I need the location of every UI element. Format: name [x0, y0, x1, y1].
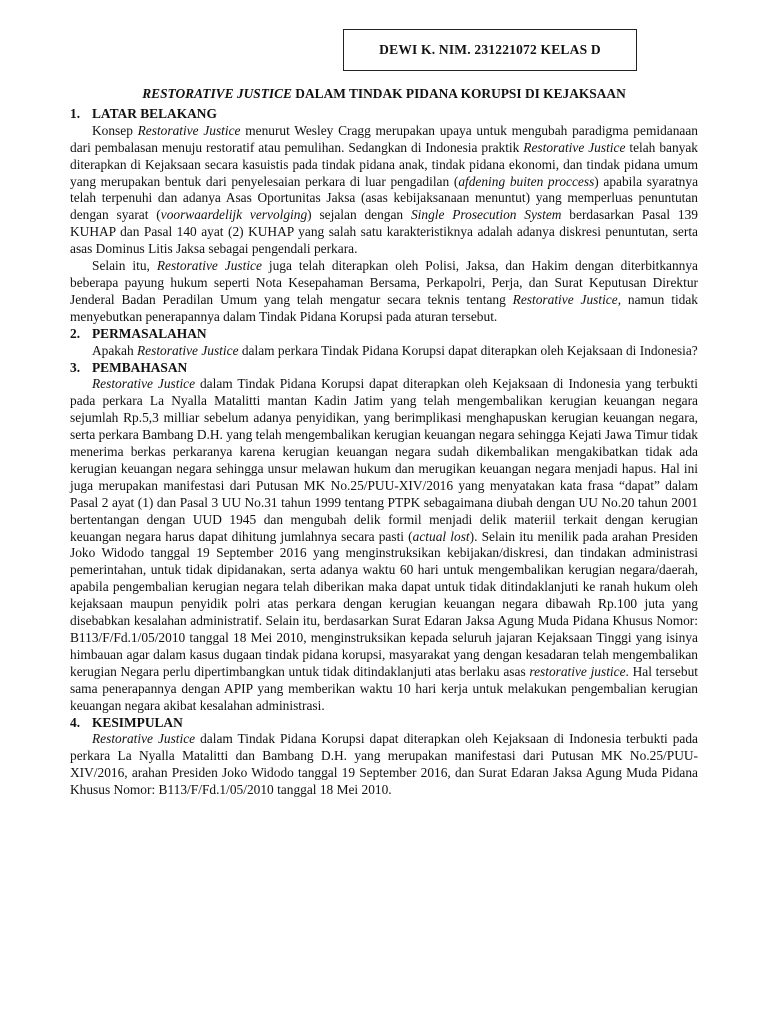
italic-term: actual lost [412, 528, 470, 544]
paragraph-text: . Hal tersebut sama penerapannya dengan APIP yang memberikan waktu 10 hari kerja untuk melakukan pengembalian kerugian keuangan negara akibat kesalahan administrasi. [70, 663, 698, 713]
document-sections [70, 106, 698, 799]
paragraph-text: ). Selain itu menilik pada arahan Presiden Joko Widodo tanggal 19 September 2016 yang menginstruksikan kebijakan/diskresi, dan tindakan administrasi pemerintahan, untuk tidak dipidanakan, serta adanya waktu 60 hari untuk mengembalikan kerugian negara/daerah, apabila pengembalian kerugian negara telah diberikan maka dapat untuk tidak ditindaklanjuti ke ranah hukum oleh kejaksaan maupun penyidik polri atas perkara dengan kerugian keuangan negara dibawah Rp.100 juta yang disebabkan kesalahan administratif. Selain itu, berdasarkan Surat Edaran Jaksa Agung Muda Pidana Khusus Nomor: B113/F/Fd.1/05/2010 tanggal 18 Mei 2010, menginstruksikan kepada seluruh jajaran Kejaksaan Tinggi yang isinya himbauan agar dalam kasus dugaan tindak pidana korupsi, masyarakat yang dengan kesadaran telah mengembalikan kerugian Negara perlu dipertimbangkan untuk tidak ditindaklanjuti atas berlaku asas [70, 528, 698, 679]
paragraph-text: dalam Tindak Pidana Korupsi dapat diterapkan oleh Kejaksaan di Indonesia yang terbukti pada perkara La Nyalla Matalitti mantan Kadin Jatim yang telah mengembalikan kerugian keuangan negara sejumlah Rp.5,3 milliar sebelum adanya penyidikan, yang berimplikasi menghapuskan kerugian keuangan negara, serta perkara Bambang D.H. yang telah mengembalikan kerugian keuangan negara sehingga Kejati Jawa Timur tidak menerima berkas perkaranya karena kerugian keuangan negara sudah dikembalikan mengakibatkan tidak ada kerugian keuangan negara sehingga unsur melawan hukum dan merugikan keuangan negara menjadi hapus. Hal ini juga merupakan manifestasi dari Putusan MK No.25/PUU-XIV/2016 yang menyatakan kata frasa “dapat” dalam Pasal 2 ayat (1) dan Pasal 3 UU No.31 tahun 1999 tentang PTPK sebagaimana diubah dengan UU No.20 tahun 2001 bertentangan dengan UUD 1945 dan mengubah delik formil menjadi delik materiil terkait dengan kerugian keuangan negara harus dapat dihitung jumlahnya secara pasti ( [70, 376, 698, 544]
section-heading-text: PERMASALAHAN [92, 325, 207, 341]
italic-term: Single Prosecution System [410, 207, 562, 223]
italic-term: Restorative Justice [92, 376, 196, 392]
section-paragraph [70, 123, 698, 258]
section-heading-text: PEMBAHASAN [92, 359, 188, 375]
section-number: 4. [70, 714, 81, 730]
section-paragraph [70, 376, 698, 714]
document-title-rest: DALAM TINDAK PIDANA KORUPSI DI KEJAKSAAN [291, 86, 626, 101]
italic-term: Restorative Justice [92, 731, 196, 747]
section-heading [70, 326, 698, 343]
student-info-text: DEWI K. NIM. 231221072 KELAS D [379, 42, 601, 57]
section-heading-text: LATAR BELAKANG [92, 105, 217, 121]
paragraph-text: menurut Wesley Cragg merupakan upaya untuk mengubah paradigma pemidanaan dari pembalasan menuju restoratif atau pemulihan. Sedangkan di Indonesia praktik [70, 122, 698, 155]
paragraph-text: , namun tidak menyebutkan penerapannya dalam Tindak Pidana Korupsi pada aturan tersebut. [70, 291, 698, 324]
document-body [70, 86, 698, 799]
italic-term: afdening buiten proccess [458, 173, 595, 189]
paragraph-text: dalam perkara Tindak Pidana Korupsi dapat diterapkan oleh Kejaksaan di Indonesia? [238, 342, 698, 358]
paragraph-text: Selain itu, [92, 258, 157, 274]
paragraph-text: Konsep [92, 122, 138, 138]
paragraph-text: dalam Tindak Pidana Korupsi dapat diterapkan oleh Kejaksaan di Indonesia terbukti pada perkara La Nyalla Matalitti dan Bambang D.H. yang merupakan manifestasi dari Putusan MK No.25/PUU-XIV/2016, arahan Presiden Joko Widodo tanggal 19 September 2016, dan Surat Edaran Jaksa Agung Muda Pidana Khusus Nomor: B113/F/Fd.1/05/2010 tanggal 18 Mei 2010. [70, 731, 698, 798]
section-heading [70, 360, 698, 377]
italic-term: restorative justice [529, 663, 626, 679]
section-number: 2. [70, 325, 81, 341]
paragraph-text: berdasarkan Pasal 139 KUHAP dan Pasal 140 ayat (2) KUHAP yang salah satu karakteristiknya adalah adanya diskresi penuntutan, serta asas Dominus Litis Jaksa sebagai pengendali perkara. [70, 207, 698, 257]
document-title-italic: RESTORATIVE JUSTICE [142, 86, 292, 101]
italic-term: Restorative Justice [512, 291, 618, 307]
section-number: 3. [70, 359, 81, 375]
italic-term: Restorative Justice [523, 139, 626, 155]
paragraph-text: ) sejalan dengan [307, 207, 411, 223]
document-title [70, 86, 698, 103]
paragraph-text: telah banyak diterapkan di Kejaksaan secara kasuistis pada tindak pidana anak, tindak pidana ekonomi, dan tindak pidana umum yang merupakan bentuk dari penyelesaian perkara di luar pengadilan ( [70, 139, 698, 189]
section-paragraph [70, 343, 698, 360]
section-paragraph [70, 258, 698, 326]
paragraph-text: ) apabila syaratnya telah terpenuhi dan adanya Asas Oportunitas Jaksa (asas kebijaksanaan menuntut) yang memperluas penuntutan dengan syarat ( [70, 173, 699, 223]
italic-term: voorwaardelijk vervolging [160, 207, 308, 223]
section-heading [70, 715, 698, 732]
student-info-box [343, 29, 637, 71]
italic-term: Restorative Justice [156, 258, 262, 274]
paragraph-text: juga telah diterapkan oleh Polisi, Jaksa, dan Hakim dengan diterbitkannya beberapa payung hukum seperti Nota Kesepahaman Bersama, Perkapolri, Perja, dan Surat Keputusan Direktur Jenderal Badan Peradilan Umum yang telah mengatur secara teknis tentang [70, 258, 699, 307]
section-number: 1. [70, 105, 81, 121]
section-paragraph [70, 731, 698, 799]
section-heading [70, 106, 698, 123]
paragraph-text: Apakah [92, 342, 137, 358]
italic-term: Restorative Justice [137, 122, 241, 138]
italic-term: Restorative Justice [137, 342, 239, 358]
section-heading-text: KESIMPULAN [92, 714, 183, 730]
